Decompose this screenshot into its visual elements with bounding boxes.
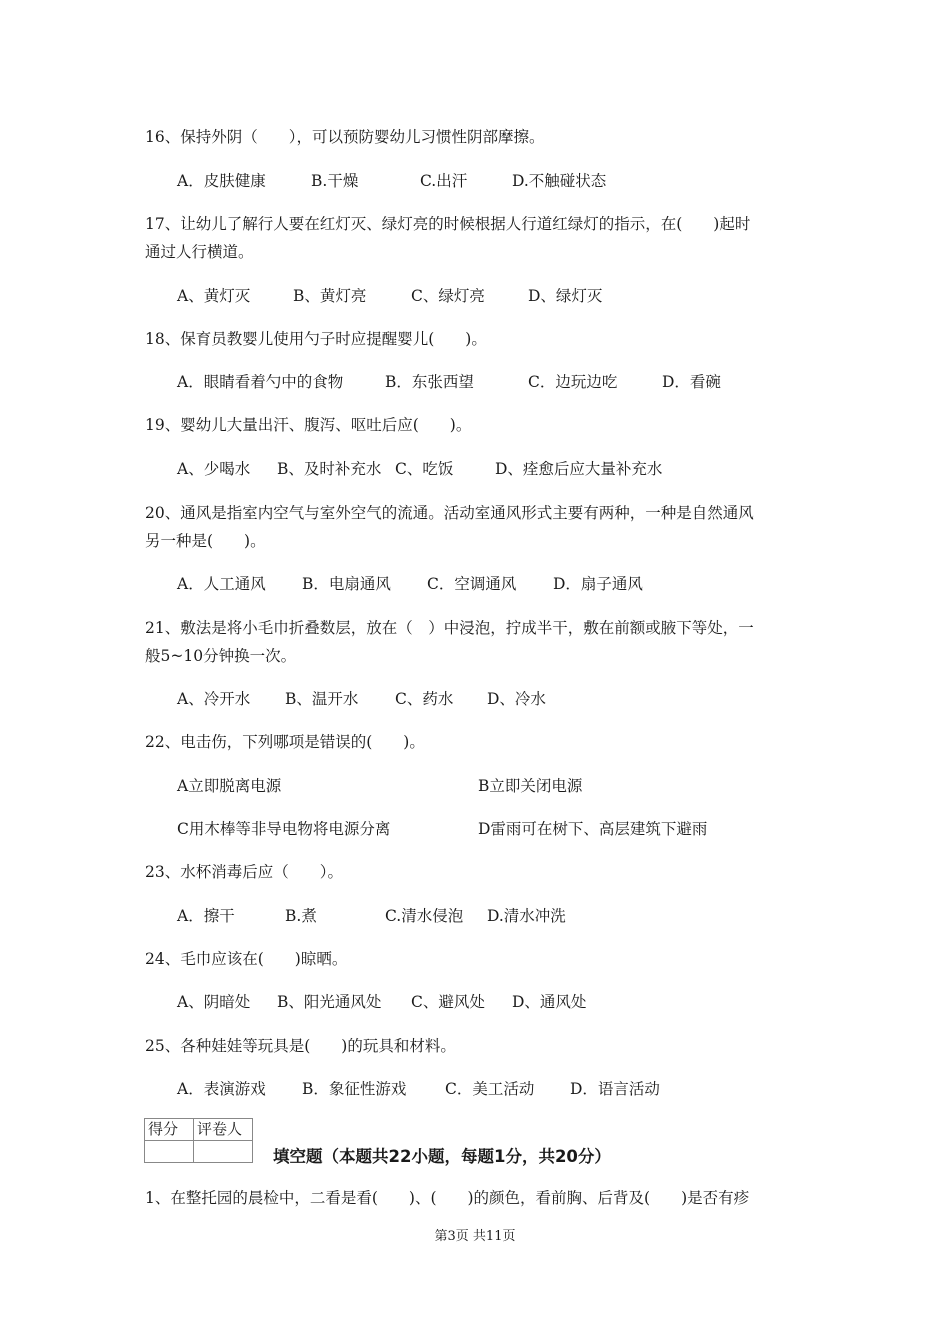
question-23: 23、水杯消毒后应（ ）。: [145, 863, 343, 881]
score-cell[interactable]: [145, 1141, 194, 1163]
option-a: A．表演游戏: [177, 1080, 266, 1098]
grader-header: 评卷人: [194, 1119, 253, 1141]
question-17-line-1: 17、让幼儿了解行人要在红灯灭、绿灯亮的时候根据人行道红绿灯的指示，在( )起时: [145, 215, 751, 233]
option-a: A．眼睛看着勺中的食物: [177, 373, 344, 391]
question-17-line-2: 通过人行横道。: [145, 243, 254, 261]
option-a: A、少喝水: [177, 460, 251, 478]
option-c: C.出汗: [420, 172, 468, 190]
option-b: B.干燥: [311, 172, 359, 190]
option-c: C、药水: [395, 690, 454, 708]
question-16: 16、保持外阴（ ），可以预防婴幼儿习惯性阴部摩擦。: [145, 128, 545, 146]
question-22-options-row-2: [177, 818, 817, 840]
question-20-options: [177, 573, 817, 595]
question-22: 22、电击伤，下列哪项是错误的( )。: [145, 733, 425, 751]
option-a: A．人工通风: [177, 575, 266, 593]
option-a: A、黄灯灭: [177, 287, 251, 305]
score-header: 得分: [145, 1119, 194, 1141]
question-18-options: [177, 371, 817, 393]
option-a: A、冷开水: [177, 690, 251, 708]
option-b: B.煮: [285, 907, 317, 925]
question-20-line-1: 20、通风是指室内空气与室外空气的流通。活动室通风形式主要有两种，一种是自然通风: [145, 504, 754, 522]
question-21-line-2: 般5~10分钟换一次。: [145, 647, 297, 665]
option-b: B．东张西望: [385, 373, 474, 391]
fill-item-1: 1、在整托园的晨检中，二看是看( )、( )的颜色，看前胸、后背及( )是否有疹: [145, 1189, 750, 1207]
section-title: 填空题（本题共22小题，每题1分，共20分）: [273, 1147, 611, 1166]
option-d: D、绿灯灭: [528, 287, 603, 305]
question-17-options: [177, 285, 817, 307]
option-b: B．象征性游戏: [302, 1080, 407, 1098]
option-b: B、及时补充水: [277, 460, 382, 478]
option-d: D.清水冲洗: [487, 907, 566, 925]
option-a: A、阴暗处: [177, 993, 251, 1011]
question-25: 25、各种娃娃等玩具是( )的玩具和材料。: [145, 1037, 456, 1055]
option-b: B．电扇通风: [302, 575, 391, 593]
option-c: C、绿灯亮: [411, 287, 485, 305]
option-d: D、冷水: [487, 690, 546, 708]
question-20-line-2: 另一种是( )。: [145, 532, 266, 550]
question-25-options: [177, 1078, 817, 1100]
page-number-footer: 第3页 共11页: [434, 1229, 516, 1244]
question-21-options: [177, 688, 817, 710]
question-23-options: [177, 905, 817, 927]
question-19: 19、婴幼儿大量出汗、腹泻、呕吐后应( )。: [145, 416, 472, 434]
option-d: D、痊愈后应大量补充水: [495, 460, 663, 478]
score-table: [144, 1118, 253, 1163]
option-c: C、吃饭: [395, 460, 454, 478]
option-c: C.清水侵泡: [385, 907, 464, 925]
question-24: 24、毛巾应该在( )晾晒。: [145, 950, 348, 968]
option-b: B、阳光通风处: [277, 993, 382, 1011]
option-d: D、通风处: [512, 993, 587, 1011]
option-c: C、避风处: [411, 993, 485, 1011]
option-c: C用木棒等非导电物将电源分离: [177, 820, 391, 838]
option-b: B、黄灯亮: [293, 287, 367, 305]
option-b: B立即关闭电源: [478, 777, 583, 795]
option-a: A．擦干: [177, 907, 235, 925]
question-24-options: [177, 991, 817, 1013]
option-c: C．空调通风: [427, 575, 517, 593]
option-d: D．扇子通风: [553, 575, 643, 593]
option-d: D.不触碰状态: [512, 172, 607, 190]
grader-cell[interactable]: [194, 1141, 253, 1163]
option-d: D．看碗: [662, 373, 721, 391]
question-21-line-1: 21、敷法是将小毛巾折叠数层，放在（ ）中浸泡，拧成半干，敷在前额或腋下等处，一: [145, 619, 754, 637]
option-a: A立即脱离电源: [177, 777, 282, 795]
question-16-options: [177, 170, 817, 192]
option-a: A．皮肤健康: [177, 172, 266, 190]
option-d: D．语言活动: [570, 1080, 660, 1098]
option-c: C．美工活动: [445, 1080, 535, 1098]
option-c: C．边玩边吃: [528, 373, 618, 391]
option-b: B、温开水: [285, 690, 359, 708]
question-19-options: [177, 458, 817, 480]
option-d: D雷雨可在树下、高层建筑下避雨: [478, 820, 708, 838]
question-22-options-row-1: [177, 775, 817, 797]
question-18: 18、保育员教婴儿使用勺子时应提醒婴儿( )。: [145, 330, 487, 348]
